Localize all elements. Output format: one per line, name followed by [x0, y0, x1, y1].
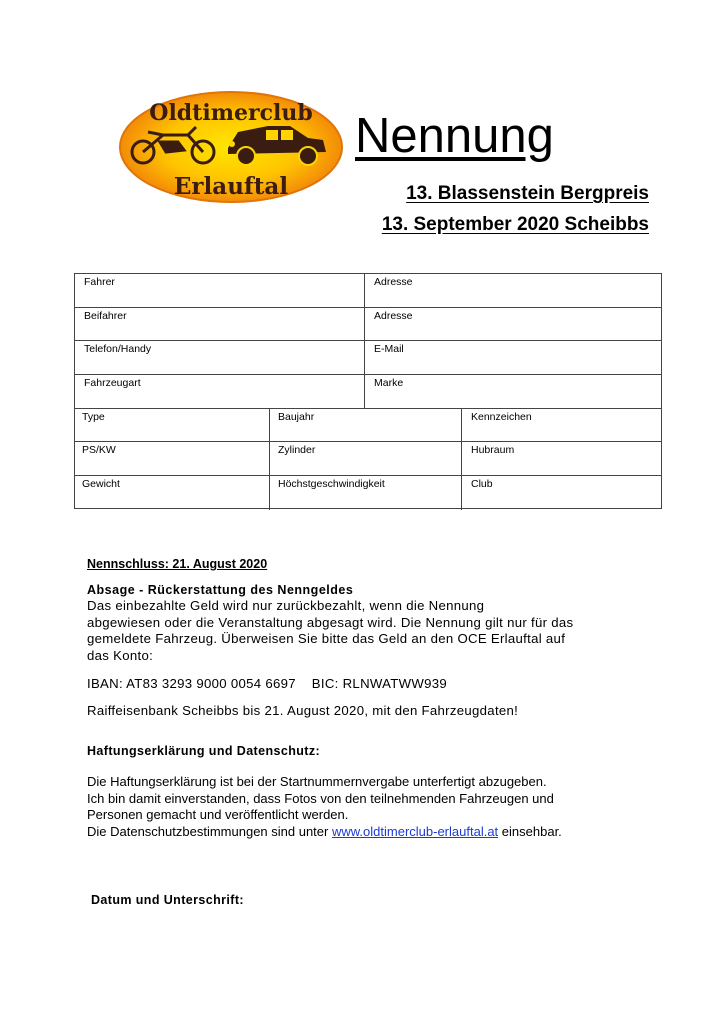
field-zylinder[interactable]: Zylinder	[270, 442, 462, 475]
club-logo	[118, 90, 344, 204]
field-hoechstgeschwindigkeit[interactable]: Höchstgeschwindigkeit	[270, 476, 462, 510]
logo-text-top: Oldtimerclub	[149, 100, 313, 126]
liability-line	[87, 824, 647, 841]
liability-line: Die Haftungserklärung ist bei der Startnummernvergabe unterfertigt abzugeben.	[87, 774, 547, 789]
signature-label: Datum und Unterschrift:	[91, 893, 244, 907]
table-row	[75, 375, 661, 409]
privacy-text-end: einsehbar.	[501, 823, 562, 839]
field-beifahrer-adresse[interactable]: Adresse	[374, 309, 413, 322]
field-beifahrer[interactable]: Beifahrer	[75, 308, 365, 341]
privacy-text: Die Datenschutzbestimmungen sind unter	[87, 823, 329, 839]
field-fahrzeugart[interactable]: Fahrzeugart	[75, 375, 365, 408]
table-row	[75, 476, 661, 510]
refund-heading: Absage - Rückerstattung des Nenngeldes	[87, 583, 354, 597]
field-email[interactable]: E-Mail	[374, 343, 404, 356]
field-hubraum[interactable]: Hubraum	[471, 444, 515, 457]
event-name: 13. Blassenstein Bergpreis	[406, 183, 649, 204]
liability-line: Ich bin damit einverstanden, dass Fotos von den teilnehmenden Fahrzeugen und	[87, 790, 554, 806]
field-fahrer[interactable]: Fahrer	[75, 274, 365, 307]
field-baujahr[interactable]: Baujahr	[270, 409, 462, 442]
event-date: 13. September 2020 Scheibbs	[381, 214, 649, 235]
refund-line: abgewiesen oder die Veranstaltung abgesagt wird. Die Nennung gilt nur für das	[87, 614, 574, 630]
refund-paragraph	[87, 598, 647, 664]
logo-text-bottom: Erlauftal	[173, 173, 289, 200]
website-link[interactable]: www.oldtimerclub-erlauftal.at	[331, 823, 499, 839]
bank-note: Raiffeisenbank Scheibbs bis 21. August 2020, mit den Fahrzeugdaten!	[87, 703, 519, 718]
deadline-text: Nennschluss: 21. August 2020	[87, 557, 268, 571]
table-row	[75, 274, 661, 308]
iban-text: IBAN: AT83 3293 9000 0054 6697	[87, 676, 296, 691]
field-kennzeichen[interactable]: Kennzeichen	[471, 410, 532, 423]
table-row	[75, 308, 661, 342]
table-row	[75, 341, 661, 375]
field-adresse[interactable]: Adresse	[374, 276, 413, 288]
entry-form-table	[74, 273, 662, 509]
table-row	[75, 409, 661, 443]
bic-text: BIC: RLNWATWW939	[311, 676, 448, 691]
refund-line: Das einbezahlte Geld wird nur zurückbezahlt, wenn die Nennung	[87, 598, 485, 613]
table-row	[75, 442, 661, 476]
field-type[interactable]: Type	[75, 409, 270, 442]
field-club[interactable]: Club	[471, 478, 493, 491]
field-pskw[interactable]: PS/KW	[75, 442, 270, 475]
refund-line: gemeldete Fahrzeug. Überweisen Sie bitte das Geld an den OCE Erlauftal auf	[87, 631, 566, 646]
liability-line: Personen gemacht und veröffentlicht werden.	[87, 807, 349, 822]
bank-account	[87, 676, 447, 693]
field-telefon[interactable]: Telefon/Handy	[75, 341, 365, 374]
liability-heading: Haftungserklärung und Datenschutz:	[87, 744, 321, 758]
liability-paragraph	[87, 774, 647, 840]
page-title: Nennung	[355, 109, 554, 163]
field-gewicht[interactable]: Gewicht	[75, 476, 270, 510]
refund-line: das Konto:	[87, 647, 154, 663]
field-marke[interactable]: Marke	[374, 377, 404, 390]
